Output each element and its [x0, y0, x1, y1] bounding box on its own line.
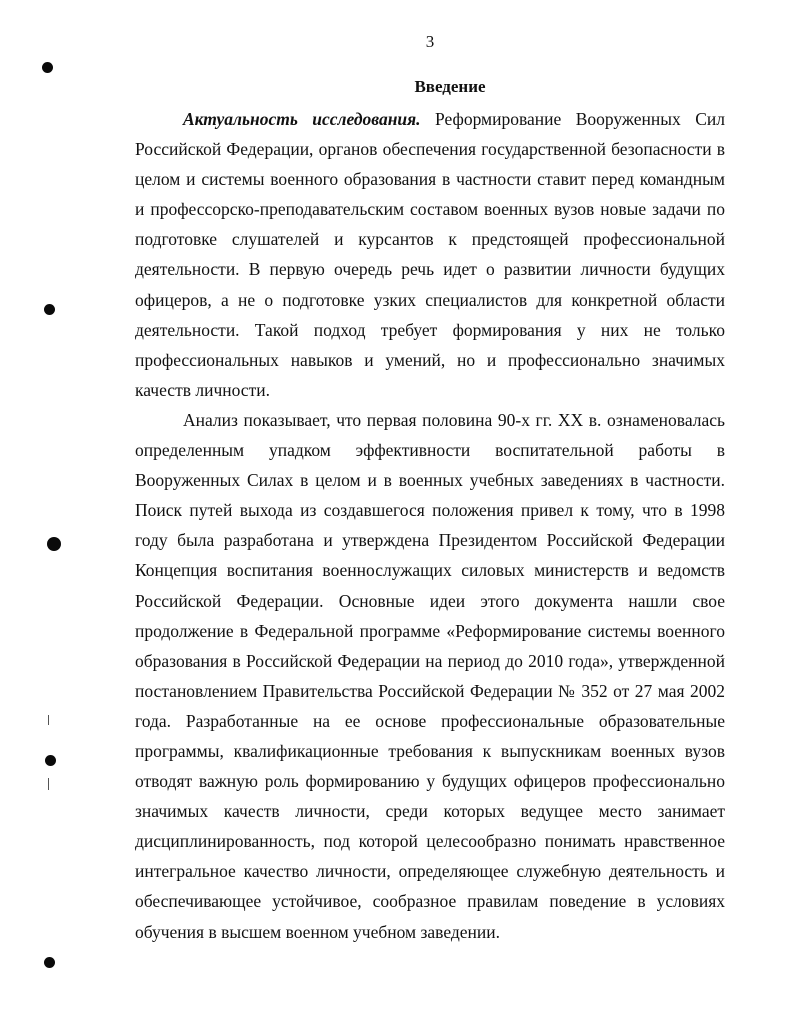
page-number: 3 [425, 32, 435, 51]
paragraph-relevance [135, 104, 725, 405]
binder-hole-mark [47, 537, 61, 551]
section-title: Введение [414, 77, 486, 96]
scan-artifact-line [48, 715, 49, 725]
paragraph-analysis: Анализ показывает, что первая половина 90-х гг. XX в. ознаменовалась определенным упадком эффективности воспитательной работы в Вооруженных Силах в целом и в военных учебных заведениях в частности. Поиск путей выхода из создавшегося положения привел к тому, что в 1998 году была разработана и утверждена Президентом Российской Федерации Концепция воспитания военнослужащих силовых министерств и ведомств Российской Федерации. Основные идеи этого документа нашли свое продолжение в Федеральной программе «Реформирование системы военного образования в Российской Федерации на период до 2010 года», утвержденной постановлением Правительства Российской Федерации № 352 от 27 мая 2002 года. Разработанные на ее основе профессиональные образовательные программы, квалификационные требования к выпускникам военных вузов отводят важную роль формированию у будущих офицеров профессионально значимых качеств личности, среди которых ведущее место занимает дисциплинированность, под которой целесообразно понимать нравственное интегральное качество личности, определяющее служебную деятельность и обеспечивающее устойчивое, сообразное правилам поведение в условиях обучения в высшем военном учебном заведении. [135, 409, 725, 942]
binder-hole-mark [44, 957, 55, 968]
scan-artifact-line [48, 778, 49, 790]
binder-hole-mark [42, 62, 53, 73]
paragraph-relevance-text: Реформирование Вооруженных Сил Российской Федерации, органов обеспечения государственной безопасности в целом и системы военного образования в частности ставит перед командным и профессорско-преподавательским составом военных вузов новые задачи по подготовке слушателей и курсантов к предстоящей профессиональной деятельности. В первую очередь речь идет о развитии личности будущих офицеров, а не о подготовке узких специалистов для конкретной области деятельности. Такой подход требует формирования у них не только профессиональных навыков и умений, но и профессионально значимых качеств личности. [135, 109, 725, 400]
relevance-heading: Актуальность исследования. [183, 109, 421, 129]
document-body [135, 104, 725, 947]
binder-hole-mark [44, 304, 55, 315]
binder-hole-mark [45, 755, 56, 766]
